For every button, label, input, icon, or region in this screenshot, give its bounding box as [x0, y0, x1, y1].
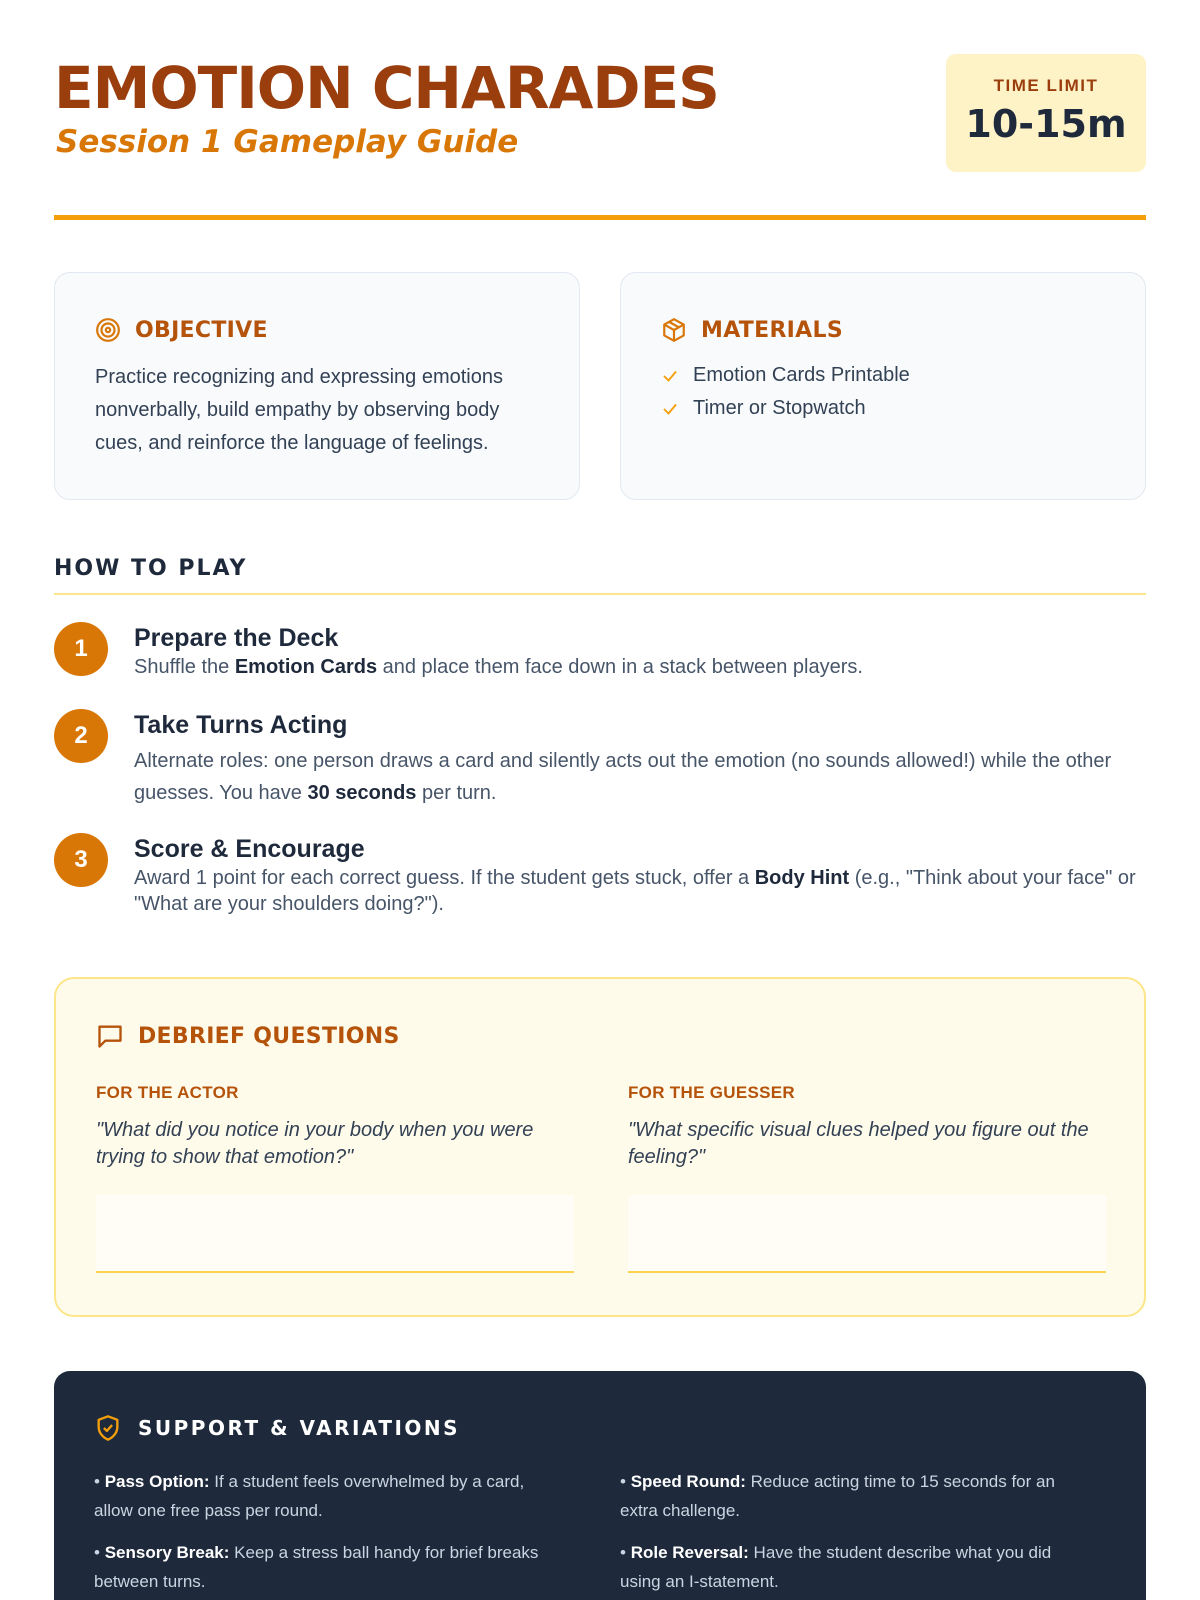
- section-divider: [54, 593, 1146, 595]
- step-number-badge: 1: [54, 622, 108, 676]
- material-label: Timer or Stopwatch: [693, 397, 866, 419]
- question-label: FOR THE GUESSER: [628, 1083, 795, 1102]
- desc-emphasis: 30 seconds: [307, 782, 417, 804]
- step-title: Score & Encourage: [134, 835, 365, 863]
- check-icon: [661, 367, 679, 385]
- page-title: EMOTION CHARADES: [54, 54, 719, 122]
- step-title: Prepare the Deck: [134, 624, 339, 652]
- how-to-play-heading: HOW TO PLAY: [54, 556, 248, 581]
- time-limit-badge: [946, 54, 1146, 172]
- materials-header: [661, 315, 1105, 345]
- objective-card: [54, 272, 580, 500]
- list-item: • Role Reversal: Have the student describe what you did using an I-statement.: [620, 1543, 1052, 1591]
- support-column-left: [94, 1467, 554, 1600]
- item-text: Reduce acting time to 15 seconds for an extra challenge.: [620, 1472, 1055, 1520]
- support-column-right: [620, 1467, 1080, 1600]
- list-item: • Pass Option: If a student feels overwhelmed by a card, allow one free pass per round.: [94, 1472, 525, 1520]
- list-item: • Sensory Break: Keep a stress ball handy for brief breaks between turns.: [94, 1543, 539, 1591]
- time-limit-value: 10-15m: [965, 102, 1127, 146]
- debrief-header: [96, 1021, 1104, 1051]
- item-label: Role Reversal:: [630, 1543, 749, 1562]
- support-header: [94, 1413, 1106, 1443]
- actor-question: [96, 1083, 574, 1171]
- item-text: Have the student describe what you did using an I-statement.: [620, 1543, 1052, 1591]
- objective-header: [95, 315, 539, 345]
- answer-field[interactable]: [628, 1195, 1106, 1273]
- material-label: Emotion Cards Printable: [693, 364, 910, 386]
- step-description: [134, 654, 1144, 680]
- list-item: [661, 392, 1105, 425]
- item-label: Sensory Break:: [104, 1543, 230, 1562]
- step-body: [134, 709, 1144, 809]
- target-icon: [95, 317, 121, 343]
- debrief-title: DEBRIEF QUESTIONS: [138, 1023, 400, 1049]
- support-panel: [54, 1371, 1146, 1600]
- desc-text: Alternate roles: one person draws a card and silently acts out the emotion (no sounds allowed!) while the other guesses. You have: [134, 750, 1112, 804]
- step-number-badge: 2: [54, 709, 108, 763]
- box-icon: [661, 317, 687, 343]
- objective-text: Practice recognizing and expressing emotions nonverbally, build empathy by observing body cues, and reinforce the language of feelings.: [95, 366, 503, 454]
- question-label: FOR THE ACTOR: [96, 1083, 239, 1102]
- chat-bubble-icon: [96, 1022, 124, 1050]
- item-label: Speed Round:: [630, 1472, 746, 1491]
- materials-card: [620, 272, 1146, 500]
- desc-text: and place them face down in a stack between players.: [377, 656, 863, 678]
- step-title: Take Turns Acting: [134, 711, 348, 739]
- step-description: [134, 745, 1144, 809]
- check-icon: [661, 400, 679, 418]
- question-text: "What specific visual clues helped you figure out the feeling?": [628, 1119, 1089, 1168]
- info-cards: [54, 272, 1146, 500]
- step-body: [134, 833, 1144, 917]
- desc-text: (e.g., "Think about your face" or "What are your shoulders doing?").: [134, 867, 1136, 915]
- materials-list: [661, 359, 1105, 425]
- item-label: Pass Option:: [104, 1472, 210, 1491]
- materials-title: MATERIALS: [701, 317, 843, 343]
- desc-text: Award 1 point for each correct guess. If the student gets stuck, offer a: [134, 867, 755, 889]
- desc-emphasis: Emotion Cards: [234, 656, 378, 678]
- step-number-badge: 3: [54, 833, 108, 887]
- header: [54, 0, 1146, 220]
- item-text: If a student feels overwhelmed by a card, allow one free pass per round.: [94, 1472, 525, 1520]
- list-item: • Speed Round: Reduce acting time to 15 seconds for an extra challenge.: [620, 1472, 1055, 1520]
- list-item: [661, 359, 1105, 392]
- page-subtitle: Session 1 Gameplay Guide: [56, 124, 519, 160]
- time-limit-label: TIME LIMIT: [993, 76, 1099, 95]
- step-body: [134, 622, 1144, 680]
- answer-field[interactable]: [96, 1195, 574, 1273]
- shield-check-icon: [94, 1414, 122, 1442]
- debrief-panel: [54, 977, 1146, 1317]
- desc-emphasis: Body Hint: [754, 867, 850, 889]
- question-text: "What did you notice in your body when you were trying to show that emotion?": [96, 1119, 534, 1168]
- objective-title: OBJECTIVE: [135, 317, 268, 343]
- guesser-question: [628, 1083, 1106, 1171]
- step-description: [134, 865, 1144, 917]
- desc-text: Shuffle the: [134, 656, 235, 678]
- support-title: SUPPORT & VARIATIONS: [138, 1416, 461, 1440]
- desc-text: per turn.: [416, 782, 497, 804]
- item-text: Keep a stress ball handy for brief breaks between turns.: [94, 1543, 539, 1591]
